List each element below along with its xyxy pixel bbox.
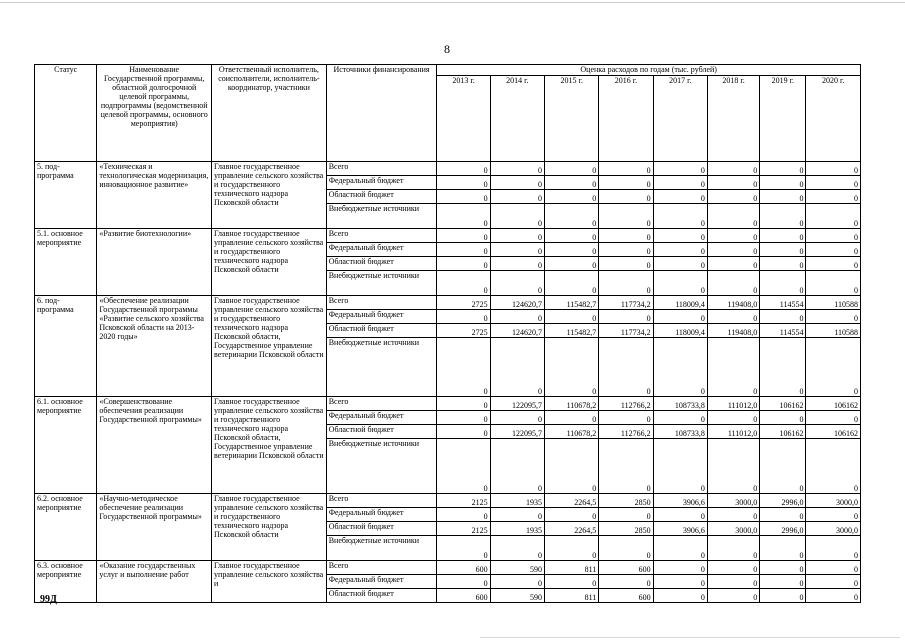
- header-year: 2019 г.: [760, 76, 806, 162]
- value-cell: 0: [599, 508, 653, 522]
- value-cell: 1935: [490, 522, 544, 536]
- row-source: Внебюджетные источники: [326, 439, 437, 494]
- value-cell: 0: [806, 271, 861, 296]
- row-executor: Главное государственное управление сельского хозяйства и государственного технического надзора Псковской области, Государственное управление ветеринарии Псковской области: [212, 397, 327, 494]
- value-cell: 0: [544, 575, 598, 589]
- value-cell: 0: [707, 561, 759, 575]
- value-cell: 106162: [760, 397, 806, 411]
- value-cell: 0: [707, 176, 759, 190]
- value-cell: 122095,7: [490, 425, 544, 439]
- row-source: Внебюджетные источники: [326, 204, 437, 229]
- value-cell: 0: [707, 204, 759, 229]
- value-cell: 0: [653, 575, 707, 589]
- value-cell: 2850: [599, 494, 653, 508]
- header-year: 2014 г.: [490, 76, 544, 162]
- value-cell: 2725: [437, 324, 490, 338]
- value-cell: 0: [544, 338, 598, 397]
- page-number: 8: [444, 42, 450, 56]
- value-cell: 3906,6: [653, 522, 707, 536]
- value-cell: 2264,5: [544, 494, 598, 508]
- value-cell: 0: [437, 425, 490, 439]
- value-cell: 0: [806, 589, 861, 603]
- value-cell: 0: [760, 190, 806, 204]
- value-cell: 124620,7: [490, 296, 544, 310]
- value-cell: 112766,2: [599, 425, 653, 439]
- value-cell: 0: [707, 508, 759, 522]
- value-cell: 0: [599, 310, 653, 324]
- value-cell: 2996,0: [760, 494, 806, 508]
- row-status: 6. под-программа: [35, 296, 97, 397]
- value-cell: 2996,0: [760, 522, 806, 536]
- value-cell: 0: [599, 271, 653, 296]
- value-cell: 0: [490, 575, 544, 589]
- value-cell: 115482,7: [544, 324, 598, 338]
- value-cell: 0: [760, 536, 806, 561]
- row-source: Федеральный бюджет: [326, 310, 437, 324]
- value-cell: 0: [653, 310, 707, 324]
- footer-stamp: 99Д: [40, 594, 57, 605]
- value-cell: 118009,4: [653, 324, 707, 338]
- value-cell: 0: [599, 439, 653, 494]
- row-status: 6.3. основное мероприятие: [35, 561, 97, 603]
- value-cell: 0: [490, 162, 544, 176]
- value-cell: 0: [760, 575, 806, 589]
- header-executor: Ответственный исполнитель, соисполнители, исполнитель-координатор, участники: [212, 65, 327, 162]
- value-cell: 2125: [437, 494, 490, 508]
- value-cell: 3000,0: [707, 522, 759, 536]
- value-cell: 811: [544, 589, 598, 603]
- value-cell: 0: [760, 204, 806, 229]
- value-cell: 1935: [490, 494, 544, 508]
- row-name: «Техническая и технологическая модернизация, инновационное развитие»: [97, 162, 212, 229]
- value-cell: 0: [653, 176, 707, 190]
- value-cell: 0: [599, 229, 653, 243]
- value-cell: 0: [544, 229, 598, 243]
- value-cell: 0: [599, 575, 653, 589]
- value-cell: 0: [760, 176, 806, 190]
- value-cell: 0: [806, 508, 861, 522]
- row-source: Областной бюджет: [326, 190, 437, 204]
- table-row: [35, 494, 861, 508]
- value-cell: 0: [707, 338, 759, 397]
- value-cell: 0: [760, 561, 806, 575]
- value-cell: 0: [544, 176, 598, 190]
- value-cell: 0: [806, 243, 861, 257]
- value-cell: 0: [760, 229, 806, 243]
- value-cell: 0: [437, 176, 490, 190]
- row-source: Областной бюджет: [326, 257, 437, 271]
- value-cell: 0: [707, 411, 759, 425]
- value-cell: 0: [437, 243, 490, 257]
- value-cell: 118009,4: [653, 296, 707, 310]
- value-cell: 0: [806, 338, 861, 397]
- row-status: 5.1. основное мероприятие: [35, 229, 97, 296]
- value-cell: 0: [653, 439, 707, 494]
- value-cell: 600: [437, 561, 490, 575]
- row-source: Федеральный бюджет: [326, 176, 437, 190]
- value-cell: 0: [653, 190, 707, 204]
- value-cell: 0: [707, 536, 759, 561]
- row-status: 5. под-программа: [35, 162, 97, 229]
- value-cell: 0: [544, 310, 598, 324]
- value-cell: 0: [653, 257, 707, 271]
- value-cell: 114554: [760, 296, 806, 310]
- row-source: Федеральный бюджет: [326, 575, 437, 589]
- value-cell: 111012,0: [707, 397, 759, 411]
- value-cell: 0: [599, 190, 653, 204]
- value-cell: 0: [653, 243, 707, 257]
- header-source: Источники финансирования: [326, 65, 437, 162]
- value-cell: 0: [544, 508, 598, 522]
- value-cell: 0: [437, 310, 490, 324]
- row-source: Внебюджетные источники: [326, 338, 437, 397]
- value-cell: 0: [544, 243, 598, 257]
- row-executor: Главное государственное управление сельского хозяйства и государственного технического надзора Псковской области: [212, 162, 327, 229]
- value-cell: 0: [653, 589, 707, 603]
- row-name: «Научно-методическое обеспечение реализации Государственной программы»: [97, 494, 212, 561]
- value-cell: 0: [760, 589, 806, 603]
- header-year: 2018 г.: [707, 76, 759, 162]
- value-cell: 124620,7: [490, 324, 544, 338]
- value-cell: 0: [490, 439, 544, 494]
- value-cell: 0: [760, 411, 806, 425]
- value-cell: 0: [760, 257, 806, 271]
- value-cell: 0: [490, 204, 544, 229]
- value-cell: 3000,0: [707, 494, 759, 508]
- row-source: Областной бюджет: [326, 425, 437, 439]
- value-cell: 0: [806, 204, 861, 229]
- value-cell: 0: [490, 338, 544, 397]
- value-cell: 108733,8: [653, 425, 707, 439]
- value-cell: 0: [437, 411, 490, 425]
- header-row-top: [35, 65, 861, 76]
- value-cell: 114554: [760, 324, 806, 338]
- value-cell: 0: [707, 575, 759, 589]
- value-cell: 0: [806, 310, 861, 324]
- value-cell: 0: [544, 536, 598, 561]
- value-cell: 0: [760, 508, 806, 522]
- header-year: 2020 г.: [806, 76, 861, 162]
- row-name: «Оказание государственных услуг и выполнение работ: [97, 561, 212, 603]
- table-row: [35, 397, 861, 411]
- row-source: Всего: [326, 296, 437, 310]
- row-source: Всего: [326, 397, 437, 411]
- value-cell: 0: [653, 508, 707, 522]
- value-cell: 0: [707, 271, 759, 296]
- header-year: 2015 г.: [544, 76, 598, 162]
- row-source: Всего: [326, 229, 437, 243]
- value-cell: 0: [653, 162, 707, 176]
- value-cell: 0: [544, 190, 598, 204]
- row-source: Всего: [326, 162, 437, 176]
- value-cell: 0: [437, 271, 490, 296]
- row-source: Всего: [326, 494, 437, 508]
- value-cell: 0: [806, 257, 861, 271]
- value-cell: 0: [760, 243, 806, 257]
- value-cell: 0: [490, 176, 544, 190]
- value-cell: 2125: [437, 522, 490, 536]
- value-cell: 0: [806, 561, 861, 575]
- value-cell: 0: [544, 204, 598, 229]
- value-cell: 0: [653, 229, 707, 243]
- value-cell: 0: [707, 310, 759, 324]
- value-cell: 600: [437, 589, 490, 603]
- value-cell: 0: [544, 162, 598, 176]
- value-cell: 811: [544, 561, 598, 575]
- scan-edge-line: [0, 2, 905, 3]
- row-source: Федеральный бюджет: [326, 411, 437, 425]
- value-cell: 0: [490, 508, 544, 522]
- value-cell: 0: [437, 257, 490, 271]
- header-estimate: Оценка расходов по годам (тыс. рублей): [437, 65, 861, 76]
- value-cell: 122095,7: [490, 397, 544, 411]
- value-cell: 0: [490, 190, 544, 204]
- row-source: Внебюджетные источники: [326, 536, 437, 561]
- value-cell: 0: [544, 439, 598, 494]
- value-cell: 0: [437, 439, 490, 494]
- value-cell: 0: [760, 162, 806, 176]
- value-cell: 3000,0: [806, 522, 861, 536]
- row-source: Федеральный бюджет: [326, 243, 437, 257]
- value-cell: 2725: [437, 296, 490, 310]
- budget-table: [34, 64, 861, 603]
- value-cell: 110678,2: [544, 425, 598, 439]
- table-row: [35, 162, 861, 176]
- row-source: Областной бюджет: [326, 589, 437, 603]
- table-row: [35, 561, 861, 575]
- value-cell: 110678,2: [544, 397, 598, 411]
- value-cell: 0: [653, 204, 707, 229]
- row-status: 6.2. основное мероприятие: [35, 494, 97, 561]
- value-cell: 106162: [806, 425, 861, 439]
- row-name: «Совершенствование обеспечения реализации Государственной программы»: [97, 397, 212, 494]
- header-status: Статус: [35, 65, 97, 162]
- value-cell: 590: [490, 589, 544, 603]
- value-cell: 0: [806, 536, 861, 561]
- value-cell: 0: [707, 243, 759, 257]
- value-cell: 117734,2: [599, 324, 653, 338]
- value-cell: 2264,5: [544, 522, 598, 536]
- value-cell: 0: [760, 271, 806, 296]
- header-year: 2017 г.: [653, 76, 707, 162]
- value-cell: 119408,0: [707, 324, 759, 338]
- value-cell: 0: [544, 271, 598, 296]
- row-status: 6.1. основное мероприятие: [35, 397, 97, 494]
- value-cell: 590: [490, 561, 544, 575]
- value-cell: 0: [806, 411, 861, 425]
- header-name: Наименование Государственной программы, областной долгосрочной целевой программы, подпрограммы (ведомственной целевой программы, основного мероприятия): [97, 65, 212, 162]
- value-cell: 0: [599, 536, 653, 561]
- value-cell: 0: [437, 338, 490, 397]
- row-executor: Главное государственное управление сельского хозяйства и государственного технического надзора Псковской области: [212, 494, 327, 561]
- value-cell: 0: [490, 310, 544, 324]
- row-name: «Обеспечение реализации Государственной программы «Развитие сельского хозяйства Псковской области на 2013-2020 годы»: [97, 296, 212, 397]
- scan-edge-line-bottom: [480, 637, 900, 638]
- value-cell: 110588: [806, 324, 861, 338]
- value-cell: 0: [806, 162, 861, 176]
- value-cell: 0: [760, 439, 806, 494]
- value-cell: 0: [490, 411, 544, 425]
- value-cell: 0: [599, 411, 653, 425]
- value-cell: 0: [599, 338, 653, 397]
- value-cell: 0: [437, 229, 490, 243]
- table-row: [35, 296, 861, 310]
- value-cell: 111012,0: [707, 425, 759, 439]
- value-cell: 0: [653, 338, 707, 397]
- value-cell: 0: [653, 271, 707, 296]
- value-cell: 0: [806, 575, 861, 589]
- header-year: 2013 г.: [437, 76, 490, 162]
- value-cell: 0: [707, 589, 759, 603]
- value-cell: 0: [599, 257, 653, 271]
- value-cell: 600: [599, 561, 653, 575]
- value-cell: 0: [437, 536, 490, 561]
- value-cell: 0: [806, 190, 861, 204]
- row-executor: Главное государственное управление сельского хозяйства и: [212, 561, 327, 603]
- value-cell: 0: [490, 536, 544, 561]
- value-cell: 119408,0: [707, 296, 759, 310]
- value-cell: 0: [806, 176, 861, 190]
- value-cell: 0: [544, 257, 598, 271]
- value-cell: 110588: [806, 296, 861, 310]
- row-source: Областной бюджет: [326, 522, 437, 536]
- value-cell: 3000,0: [806, 494, 861, 508]
- value-cell: 0: [806, 439, 861, 494]
- value-cell: 0: [437, 575, 490, 589]
- value-cell: 115482,7: [544, 296, 598, 310]
- value-cell: 117734,2: [599, 296, 653, 310]
- value-cell: 0: [437, 508, 490, 522]
- value-cell: 3906,6: [653, 494, 707, 508]
- value-cell: 0: [760, 338, 806, 397]
- value-cell: 0: [437, 397, 490, 411]
- value-cell: 0: [653, 561, 707, 575]
- value-cell: 0: [707, 257, 759, 271]
- value-cell: 0: [490, 229, 544, 243]
- value-cell: 0: [544, 411, 598, 425]
- row-executor: Главное государственное управление сельского хозяйства и государственного технического надзора Псковской области: [212, 229, 327, 296]
- value-cell: 0: [760, 310, 806, 324]
- row-source: Федеральный бюджет: [326, 508, 437, 522]
- value-cell: 0: [599, 204, 653, 229]
- value-cell: 112766,2: [599, 397, 653, 411]
- value-cell: 106162: [806, 397, 861, 411]
- value-cell: 0: [437, 190, 490, 204]
- row-source: Внебюджетные источники: [326, 271, 437, 296]
- row-name: «Развитие биотехнологии»: [97, 229, 212, 296]
- value-cell: 0: [490, 243, 544, 257]
- value-cell: 0: [599, 176, 653, 190]
- value-cell: 0: [707, 162, 759, 176]
- value-cell: 108733,8: [653, 397, 707, 411]
- value-cell: 0: [599, 162, 653, 176]
- value-cell: 0: [707, 229, 759, 243]
- value-cell: 0: [490, 257, 544, 271]
- value-cell: 0: [490, 271, 544, 296]
- value-cell: 0: [707, 190, 759, 204]
- value-cell: 0: [707, 439, 759, 494]
- table-row: [35, 229, 861, 243]
- value-cell: 0: [437, 162, 490, 176]
- value-cell: 600: [599, 589, 653, 603]
- row-source: Областной бюджет: [326, 324, 437, 338]
- value-cell: 0: [599, 243, 653, 257]
- header-year: 2016 г.: [599, 76, 653, 162]
- value-cell: 0: [653, 411, 707, 425]
- value-cell: 0: [806, 229, 861, 243]
- row-executor: Главное государственное управление сельского хозяйства и государственного технического надзора Псковской области, Государственное управление ветеринарии Псковской области: [212, 296, 327, 397]
- value-cell: 2850: [599, 522, 653, 536]
- value-cell: 106162: [760, 425, 806, 439]
- value-cell: 0: [653, 536, 707, 561]
- row-source: Всего: [326, 561, 437, 575]
- value-cell: 0: [437, 204, 490, 229]
- table-body: [35, 162, 861, 603]
